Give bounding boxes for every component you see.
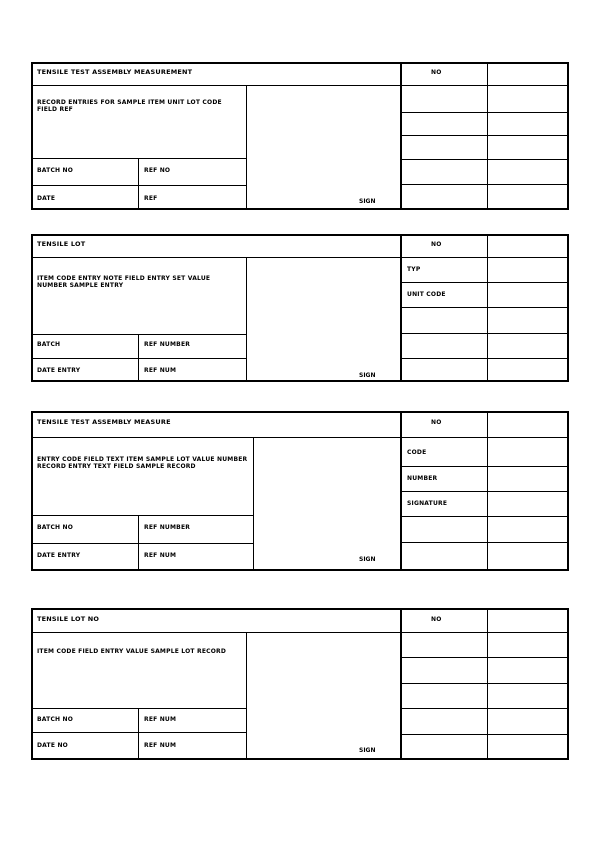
field-a-label: BATCH [37, 341, 61, 348]
record-card-1 [31, 62, 569, 210]
card-code: NO [431, 241, 442, 248]
field-b-value: REF NUM [144, 742, 177, 749]
card-description: RECORD ENTRIES FOR SAMPLE ITEM UNIT LOT CODE FIELD REF [37, 99, 225, 113]
card-code: NO [431, 69, 442, 76]
field-b-label: DATE NO [37, 742, 68, 749]
signature-stamp: SIGN [359, 556, 376, 563]
field-b-label: DATE ENTRY [37, 367, 81, 374]
field-a-label: BATCH NO [37, 524, 74, 531]
field-a-value: REF NUMBER [144, 341, 191, 348]
signature-stamp: SIGN [359, 372, 376, 379]
side-row: SIGNATURE [407, 500, 448, 507]
card-code: NO [431, 616, 442, 623]
field-b-value: REF NUM [144, 552, 177, 559]
field-b-label: DATE ENTRY [37, 552, 81, 559]
field-b-value: REF NUM [144, 367, 177, 374]
field-a-value: REF NO [144, 167, 171, 174]
field-a-label: BATCH NO [37, 167, 74, 174]
card-title: TENSILE LOT [37, 240, 86, 248]
card-description: ITEM CODE ENTRY NOTE FIELD ENTRY SET VALUE NUMBER SAMPLE ENTRY [37, 275, 213, 289]
signature-stamp: SIGN [359, 747, 376, 754]
card-description: ENTRY CODE FIELD TEXT ITEM SAMPLE LOT VALUE NUMBER RECORD ENTRY TEXT FIELD SAMPLE RECORD [37, 456, 250, 470]
record-card-4 [31, 608, 569, 760]
record-card-2 [31, 234, 569, 382]
field-b-label: DATE [37, 195, 56, 202]
record-card-3 [31, 411, 569, 571]
side-row: CODE [407, 449, 427, 456]
card-title: TENSILE LOT NO [37, 615, 100, 623]
field-a-value: REF NUMBER [144, 524, 191, 531]
card-description: ITEM CODE FIELD ENTRY VALUE SAMPLE LOT RECORD [37, 648, 227, 655]
side-row: TYP [407, 266, 421, 273]
field-a-value: REF NUM [144, 716, 177, 723]
signature-stamp: SIGN [359, 198, 376, 205]
card-title: TENSILE TEST ASSEMBLY MEASUREMENT [37, 68, 193, 76]
field-b-value: REF [144, 195, 158, 202]
card-title: TENSILE TEST ASSEMBLY MEASURE [37, 418, 171, 426]
card-code: NO [431, 419, 442, 426]
side-row: UNIT CODE [407, 291, 446, 298]
side-row: NUMBER [407, 475, 438, 482]
field-a-label: BATCH NO [37, 716, 74, 723]
